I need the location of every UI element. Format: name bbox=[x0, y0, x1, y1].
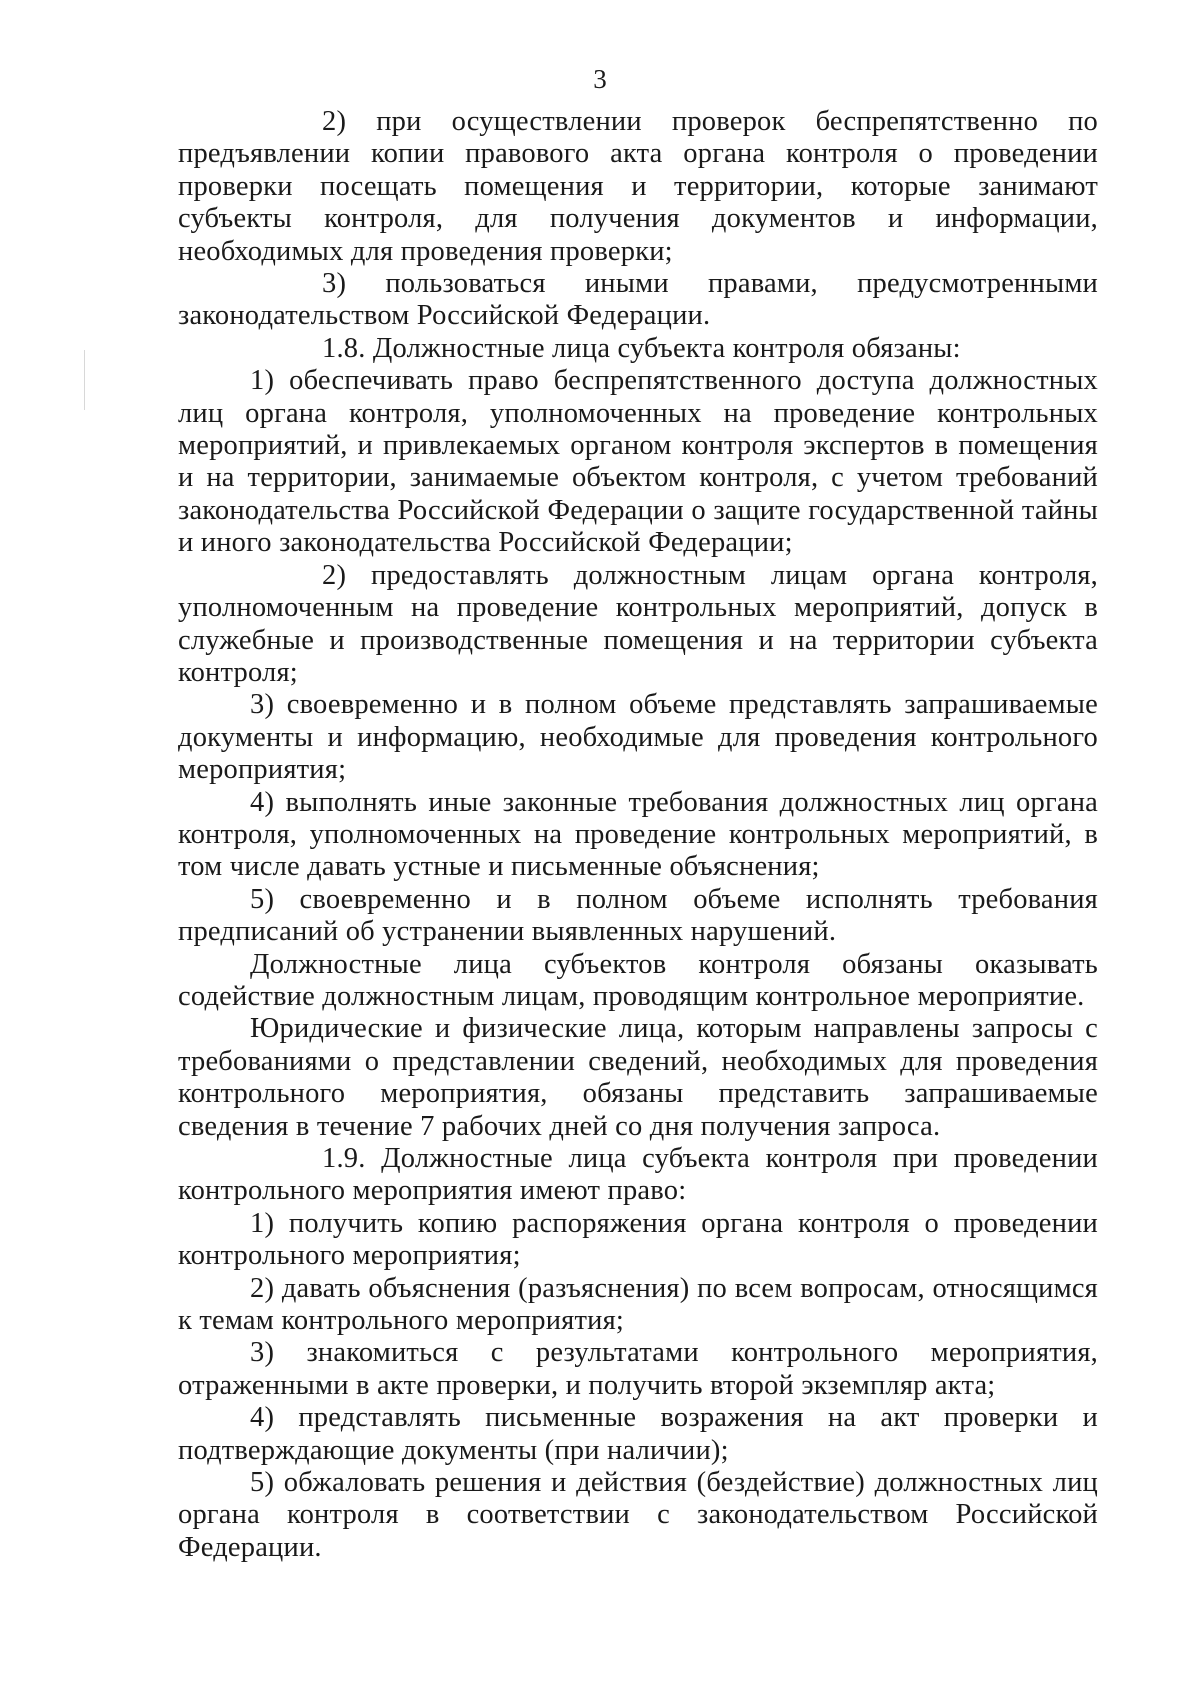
paragraph-text: предоставлять должностным лицам органа контроля, уполномоченным на проведение контрольных мероприятий, допуск в служебные и производственные помещения и на территории субъекта контроля; bbox=[178, 559, 1098, 688]
paragraph-text: 1) обеспечивать право беспрепятственного доступа должностных лиц органа контроля, уполномоченных на проведение контрольных мероприятий, и привлекаемых органом контроля экспертов в помещения и на территории, занимаемые объектом контроля, с учетом требований законодательства Российской Федерации о защите государственной тайны и иного законодательства Российской Федерации; bbox=[178, 365, 1098, 559]
paragraph-right-5 bbox=[178, 1467, 1098, 1564]
paragraph-text: 1) получить копию распоряжения органа контроля о проведении контрольного мероприятия; bbox=[178, 1207, 1098, 1272]
paragraph-right-1 bbox=[178, 1208, 1098, 1273]
paragraph-label: 2) bbox=[322, 106, 347, 137]
paragraph-right-3 bbox=[178, 1337, 1098, 1402]
paragraph-requests bbox=[178, 1013, 1098, 1143]
paragraph-text: 3) знакомиться с результатами контрольного мероприятия, отраженными в акте проверки, и получить второй экземпляр акта; bbox=[178, 1337, 1098, 1401]
paragraph-text: 3) своевременно и в полном объеме представлять запрашиваемые документы и информацию, необходимые для проведения контрольного мероприятия; bbox=[178, 689, 1098, 786]
paragraph-text: Должностные лица субъектов контроля обязаны оказывать содействие должностным лицам, проводящим контрольное мероприятие. bbox=[178, 948, 1098, 1012]
paragraph-duty-2 bbox=[178, 560, 1098, 690]
paragraph-label: 2) bbox=[322, 559, 347, 591]
page-number: 3 bbox=[593, 64, 607, 94]
paragraph-assistance bbox=[178, 949, 1098, 1014]
paragraph-text: Должностные лица субъекта контроля обязаны: bbox=[372, 332, 961, 364]
paragraph-text: 5) обжаловать решения и действия (бездействие) должностных лиц органа контроля в соответствии с законодательством Российской Федерации. bbox=[178, 1467, 1098, 1563]
paragraph-right-2 bbox=[178, 1273, 1098, 1338]
paragraph-section-1-9 bbox=[178, 1143, 1098, 1208]
paragraph-duty-1 bbox=[178, 365, 1098, 559]
paragraph-text: при осуществлении проверок беспрепятственно по предъявлении копии правового акта органа контроля о проведении проверки посещать помещения и территории, которые занимают субъекты контроля, для получения документов и информации, необходимых для проведения проверки; bbox=[178, 106, 1098, 267]
paragraph-label: 1.9. bbox=[322, 1143, 366, 1174]
paragraph-section-1-8 bbox=[178, 333, 1098, 365]
paragraph-text: 5) своевременно и в полном объеме исполнять требования предписаний об устранении выявленных нарушений. bbox=[178, 883, 1098, 948]
paragraph-text: пользоваться иными правами, предусмотренными законодательством Российской Федерации. bbox=[178, 268, 1098, 332]
document-body bbox=[178, 106, 1098, 1564]
paragraph-item-2-rights bbox=[178, 106, 1098, 268]
scan-margin-mark bbox=[84, 350, 85, 410]
paragraph-duty-4 bbox=[178, 787, 1098, 884]
paragraph-text: Должностные лица субъекта контроля при проведении контрольного мероприятия имеют право: bbox=[178, 1143, 1098, 1207]
paragraph-text: Юридические и физические лица, которым направлены запросы с требованиями о представлении сведений, необходимых для проведения контрольного мероприятия, обязаны представить запрашиваемые сведения в течение 7 рабочих дней со дня получения запроса. bbox=[178, 1013, 1098, 1142]
paragraph-right-4 bbox=[178, 1402, 1098, 1467]
paragraph-label: 3) bbox=[322, 268, 347, 300]
paragraph-text: 4) представлять письменные возражения на акт проверки и подтверждающие документы (при наличии); bbox=[178, 1402, 1098, 1466]
paragraph-text: 2) давать объяснения (разъяснения) по всем вопросам, относящимся к темам контрольного мероприятия; bbox=[178, 1272, 1098, 1337]
paragraph-label: 1.8. bbox=[322, 332, 366, 364]
paragraph-duty-3 bbox=[178, 689, 1098, 786]
paragraph-item-3-rights bbox=[178, 268, 1098, 333]
paragraph-duty-5 bbox=[178, 884, 1098, 949]
paragraph-text: 4) выполнять иные законные требования должностных лиц органа контроля, уполномоченных на проведение контрольных мероприятий, в том числе давать устные и письменные объяснения; bbox=[178, 786, 1098, 883]
